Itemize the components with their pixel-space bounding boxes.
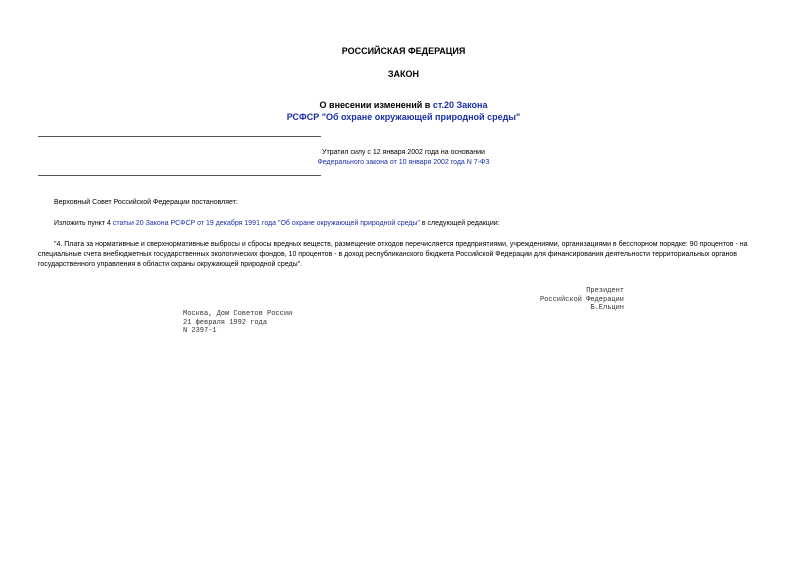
document-title-line2 [0, 111, 807, 123]
amendment-prefix: Изложить пункт 4 [54, 220, 113, 227]
signature-block [540, 287, 624, 313]
divider-bottom [38, 175, 321, 176]
signature-title: Президент [586, 287, 624, 295]
signature-name: Б.Ельцин [590, 304, 624, 312]
title-article-link[interactable]: ст.20 Закона [432, 100, 488, 110]
place: Москва, Дом Советов России [183, 310, 293, 318]
law-number: N 2397-1 [183, 327, 217, 335]
preamble-text: Верховный Совет Российской Федерации постановляет: [54, 199, 238, 206]
status-note: Утратил силу с 12 января 2002 года на основании [322, 149, 485, 156]
repealing-law-link[interactable]: Федерального закона от 10 января 2002 года N 7-ФЗ [317, 159, 490, 166]
country-heading: РОССИЙСКАЯ ФЕДЕРАЦИЯ [341, 46, 466, 56]
quote-line-3: государственного управления в области охраны окружающей природной среды". [38, 261, 303, 268]
quote-line-1: "4. Плата за нормативные и сверхнормативные выбросы и сбросы вредных веществ, размещение отходов перечисляется предприятиями, учреждениями, организациями в бесспорном порядке: 90 процентов - на [54, 241, 748, 248]
date: 21 февраля 1992 года [183, 318, 268, 327]
amended-article-link[interactable]: статьи 20 Закона РСФСР от 19 декабря 1991 года "Об охране окружающей природной среды" [112, 220, 420, 227]
title-prefix: О внесении изменений в [319, 100, 433, 110]
quote-line-2: специальные счета внебюджетных государственных экологических фондов, 10 процентов - в доход республиканского бюджета Российской Федерации для финансирования деятельности территориальных органов [38, 251, 738, 258]
place-date-block [183, 310, 292, 336]
title-law-link[interactable]: РСФСР "Об охране окружающей природной среды" [286, 112, 521, 122]
amendment-suffix: в следующей редакции: [419, 220, 500, 227]
divider-top [38, 136, 321, 137]
signature-office: Российской Федерации [539, 295, 624, 304]
document-type-heading: ЗАКОН [387, 69, 420, 79]
amendment-paragraph [54, 219, 500, 229]
document-title-line1 [0, 99, 807, 111]
